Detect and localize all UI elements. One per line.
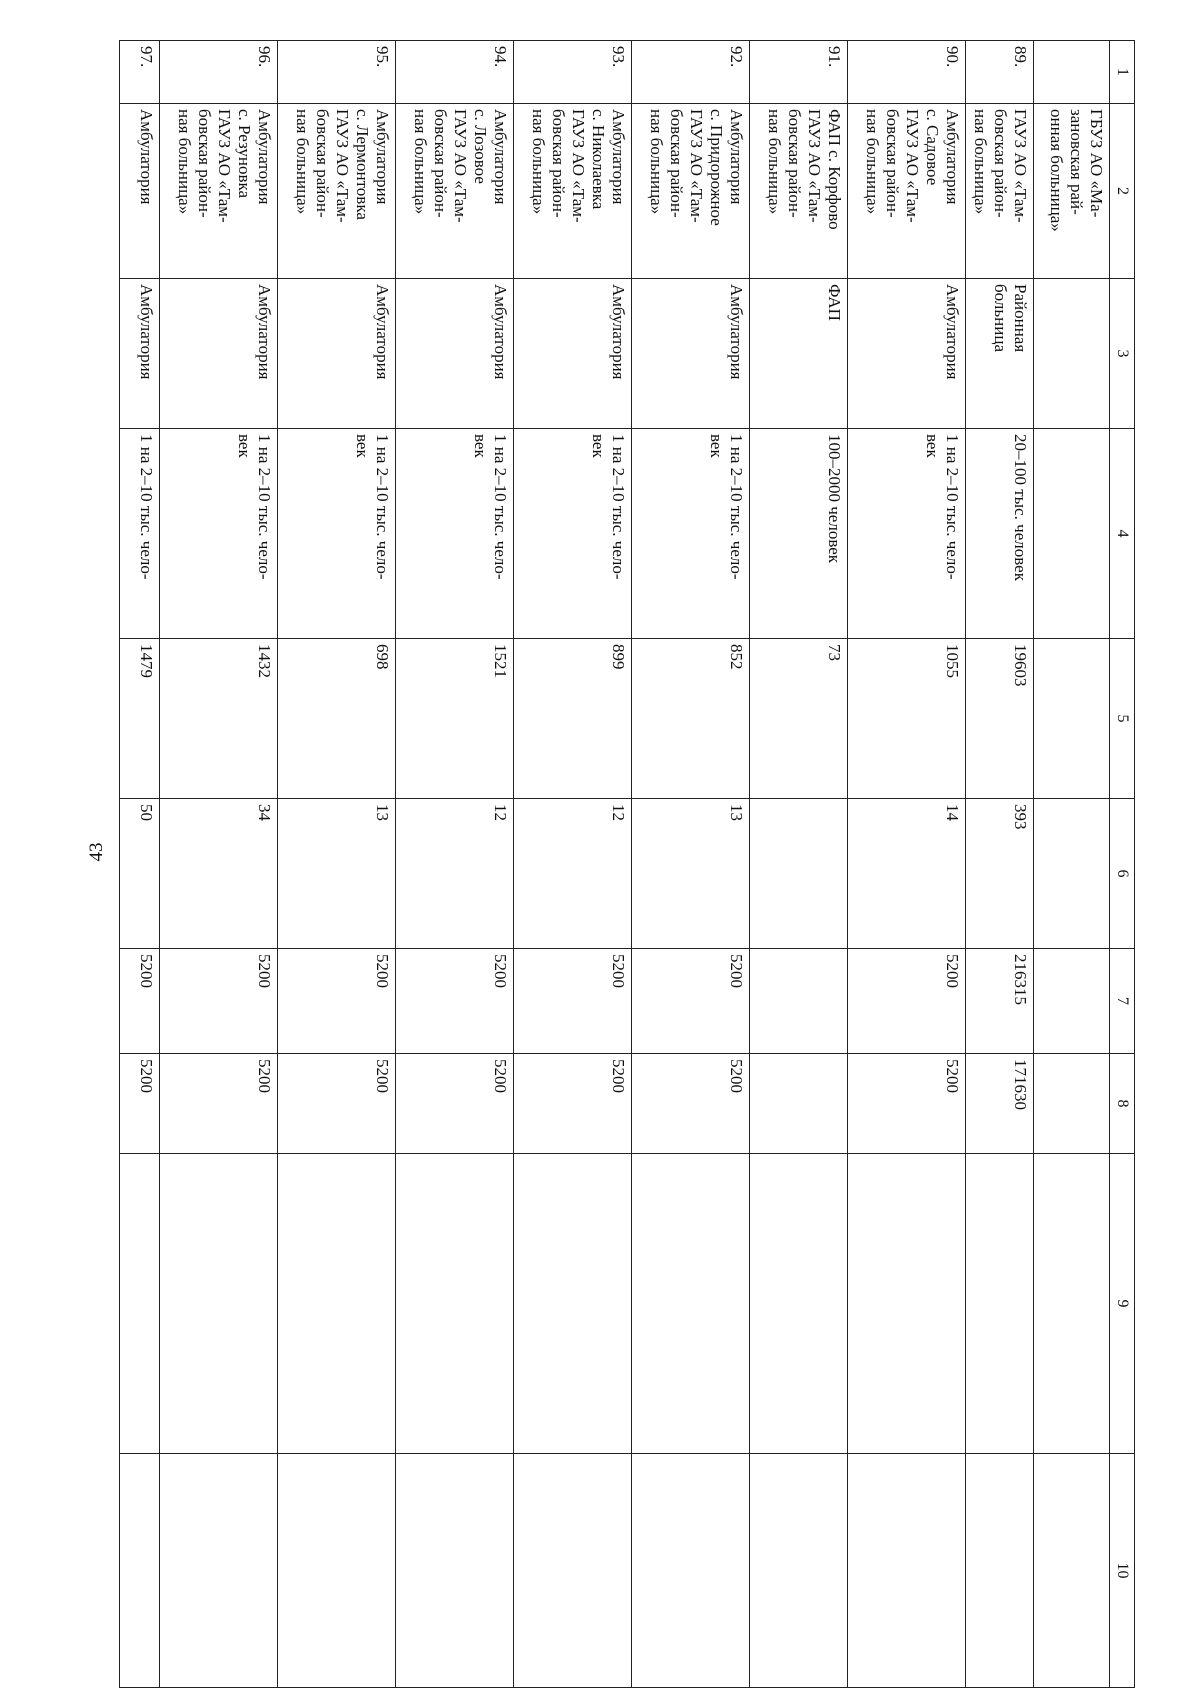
- table-row: [632, 41, 750, 1688]
- table-cell: 93.: [514, 41, 632, 104]
- table-row: [120, 41, 160, 1688]
- table-cell: [1034, 279, 1110, 429]
- table-cell: [1034, 799, 1110, 949]
- table-cell: [1034, 429, 1110, 639]
- table-cell: 12: [396, 799, 514, 949]
- table-cell: 97.: [120, 41, 160, 104]
- table-cell: Амбулатория: [848, 279, 966, 429]
- table-cell: 1 на 2–10 тыс. чело- век: [514, 429, 632, 639]
- table-cell: Амбулатория с. Николаевка ГАУЗ АО «Там- бовская район- ная больница»: [514, 104, 632, 279]
- col-header: 10: [1110, 1454, 1135, 1688]
- col-header: 5: [1110, 639, 1135, 799]
- table-cell: 852: [632, 639, 750, 799]
- table-cell: 171630: [966, 1054, 1034, 1154]
- table-cell: 1 на 2–10 тыс. чело- век: [278, 429, 396, 639]
- table-cell: 34: [160, 799, 278, 949]
- table-cell: 1521: [396, 639, 514, 799]
- table-cell: [1034, 949, 1110, 1054]
- table-cell: 73: [750, 639, 848, 799]
- table-row: [278, 41, 396, 1688]
- table-cell: [632, 1154, 750, 1454]
- col-header: 6: [1110, 799, 1135, 949]
- table-cell: ГБУЗ АО «Ма- зановская рай- онная больница»: [1034, 104, 1110, 279]
- table-cell: ФАП с. Корфово ГАУЗ АО «Там- бовская район- ная больница»: [750, 104, 848, 279]
- table-cell: 19603: [966, 639, 1034, 799]
- table-cell: 1 на 2–10 тыс. чело- век: [632, 429, 750, 639]
- table-cell: [1034, 1054, 1110, 1154]
- table-cell: 96.: [160, 41, 278, 104]
- col-header: 8: [1110, 1054, 1135, 1154]
- col-header: 7: [1110, 949, 1135, 1054]
- table-cell: 5200: [632, 1054, 750, 1154]
- table-cell: [750, 949, 848, 1054]
- col-header: 3: [1110, 279, 1135, 429]
- table-cell: [396, 1454, 514, 1688]
- table-cell: Амбулатория с. Лозовое ГАУЗ АО «Там- бовская район- ная больница»: [396, 104, 514, 279]
- table-cell: [750, 1454, 848, 1688]
- table-cell: Амбулатория с. Резуновка ГАУЗ АО «Там- бовская район- ная больница»: [160, 104, 278, 279]
- table-cell: [396, 1154, 514, 1454]
- table-cell: 13: [278, 799, 396, 949]
- table-cell: 50: [120, 799, 160, 949]
- table-cell: Районная больница: [966, 279, 1034, 429]
- table-cell: 5200: [160, 949, 278, 1054]
- table-cell: Амбулатория: [160, 279, 278, 429]
- table-cell: 5200: [278, 1054, 396, 1154]
- table-cell: 95.: [278, 41, 396, 104]
- data-table: [119, 40, 1135, 1688]
- table-cell: 899: [514, 639, 632, 799]
- table-cell: 5200: [396, 1054, 514, 1154]
- table-cell: 5200: [514, 949, 632, 1054]
- col-header: 9: [1110, 1154, 1135, 1454]
- table-row: [396, 41, 514, 1688]
- table-cell: [1034, 1154, 1110, 1454]
- table-cell: Амбулатория: [396, 279, 514, 429]
- table-cell: 1 на 2–10 тыс. чело- век: [160, 429, 278, 639]
- table-cell: Амбулатория: [632, 279, 750, 429]
- table-cell: [120, 1154, 160, 1454]
- table-cell: [966, 1154, 1034, 1454]
- table-cell: 5200: [848, 1054, 966, 1154]
- table-cell: [1034, 639, 1110, 799]
- col-header: 2: [1110, 104, 1135, 279]
- table-row: [966, 41, 1034, 1688]
- table-cell: [848, 1154, 966, 1454]
- table-cell: Амбулатория: [120, 104, 160, 279]
- table-cell: [750, 799, 848, 949]
- table-cell: 5200: [848, 949, 966, 1054]
- table-cell: [278, 1454, 396, 1688]
- col-header: 1: [1110, 41, 1135, 104]
- table-cell: 1 на 2–10 тыс. чело- век: [848, 429, 966, 639]
- table-cell: Амбулатория: [120, 279, 160, 429]
- table-row: [160, 41, 278, 1688]
- table-cell: 393: [966, 799, 1034, 949]
- table-cell: 13: [632, 799, 750, 949]
- table-cell: Амбулатория с. Придорожное ГАУЗ АО «Там- бовская район- ная больница»: [632, 104, 750, 279]
- table-cell: 216315: [966, 949, 1034, 1054]
- table-cell: 1432: [160, 639, 278, 799]
- table-cell: [750, 1054, 848, 1154]
- table-cell: 14: [848, 799, 966, 949]
- table-cell: 100–2000 человек: [750, 429, 848, 639]
- table-cell: [1034, 1454, 1110, 1688]
- table-cell: 5200: [120, 1054, 160, 1154]
- table-cell: 698: [278, 639, 396, 799]
- table-row: [848, 41, 966, 1688]
- table-cell: [966, 1454, 1034, 1688]
- table-cell: Амбулатория: [514, 279, 632, 429]
- table-cell: [848, 1454, 966, 1688]
- table-cell: 91.: [750, 41, 848, 104]
- table-cell: [278, 1154, 396, 1454]
- table-cell: [160, 1154, 278, 1454]
- table-cell: ФАП: [750, 279, 848, 429]
- table-cell: 1055: [848, 639, 966, 799]
- table-cell: 94.: [396, 41, 514, 104]
- table-cell: 1 на 2–10 тыс. чело-: [120, 429, 160, 639]
- table-cell: 92.: [632, 41, 750, 104]
- table-cell: Амбулатория с. Садовое ГАУЗ АО «Там- бовская район- ная больница»: [848, 104, 966, 279]
- table-cell: [514, 1454, 632, 1688]
- col-header: 4: [1110, 429, 1135, 639]
- table-cell: 5200: [396, 949, 514, 1054]
- table-cell: [750, 1154, 848, 1454]
- table-cell: [160, 1454, 278, 1688]
- table-cell: 1479: [120, 639, 160, 799]
- table-cell: 20–100 тыс. человек: [966, 429, 1034, 639]
- table-cell: 90.: [848, 41, 966, 104]
- table-cell: [1034, 41, 1110, 104]
- table-cell: 5200: [120, 949, 160, 1054]
- table-row: [750, 41, 848, 1688]
- table-cell: ГАУЗ АО «Там- бовская район- ная больница»: [966, 104, 1034, 279]
- table-row: [514, 41, 632, 1688]
- rotated-table-area: [132, 40, 1135, 1687]
- table-cell: Амбулатория: [278, 279, 396, 429]
- table-cell: [514, 1154, 632, 1454]
- table-cell: [120, 1454, 160, 1688]
- table-cell: 5200: [514, 1054, 632, 1154]
- page-number: 43: [86, 842, 107, 862]
- table-cell: [632, 1454, 750, 1688]
- table-cell: 89.: [966, 41, 1034, 104]
- table-header-row: [1110, 41, 1135, 1688]
- table-cell: Амбулатория с. Лермонтовка ГАУЗ АО «Там- бовская район- ная больница»: [278, 104, 396, 279]
- table-cell: 1 на 2–10 тыс. чело- век: [396, 429, 514, 639]
- table-cell: 5200: [278, 949, 396, 1054]
- table-cell: 12: [514, 799, 632, 949]
- table-cell: 5200: [632, 949, 750, 1054]
- table-cell: 5200: [160, 1054, 278, 1154]
- table-row: [1034, 41, 1110, 1688]
- table-body: [120, 41, 1135, 1688]
